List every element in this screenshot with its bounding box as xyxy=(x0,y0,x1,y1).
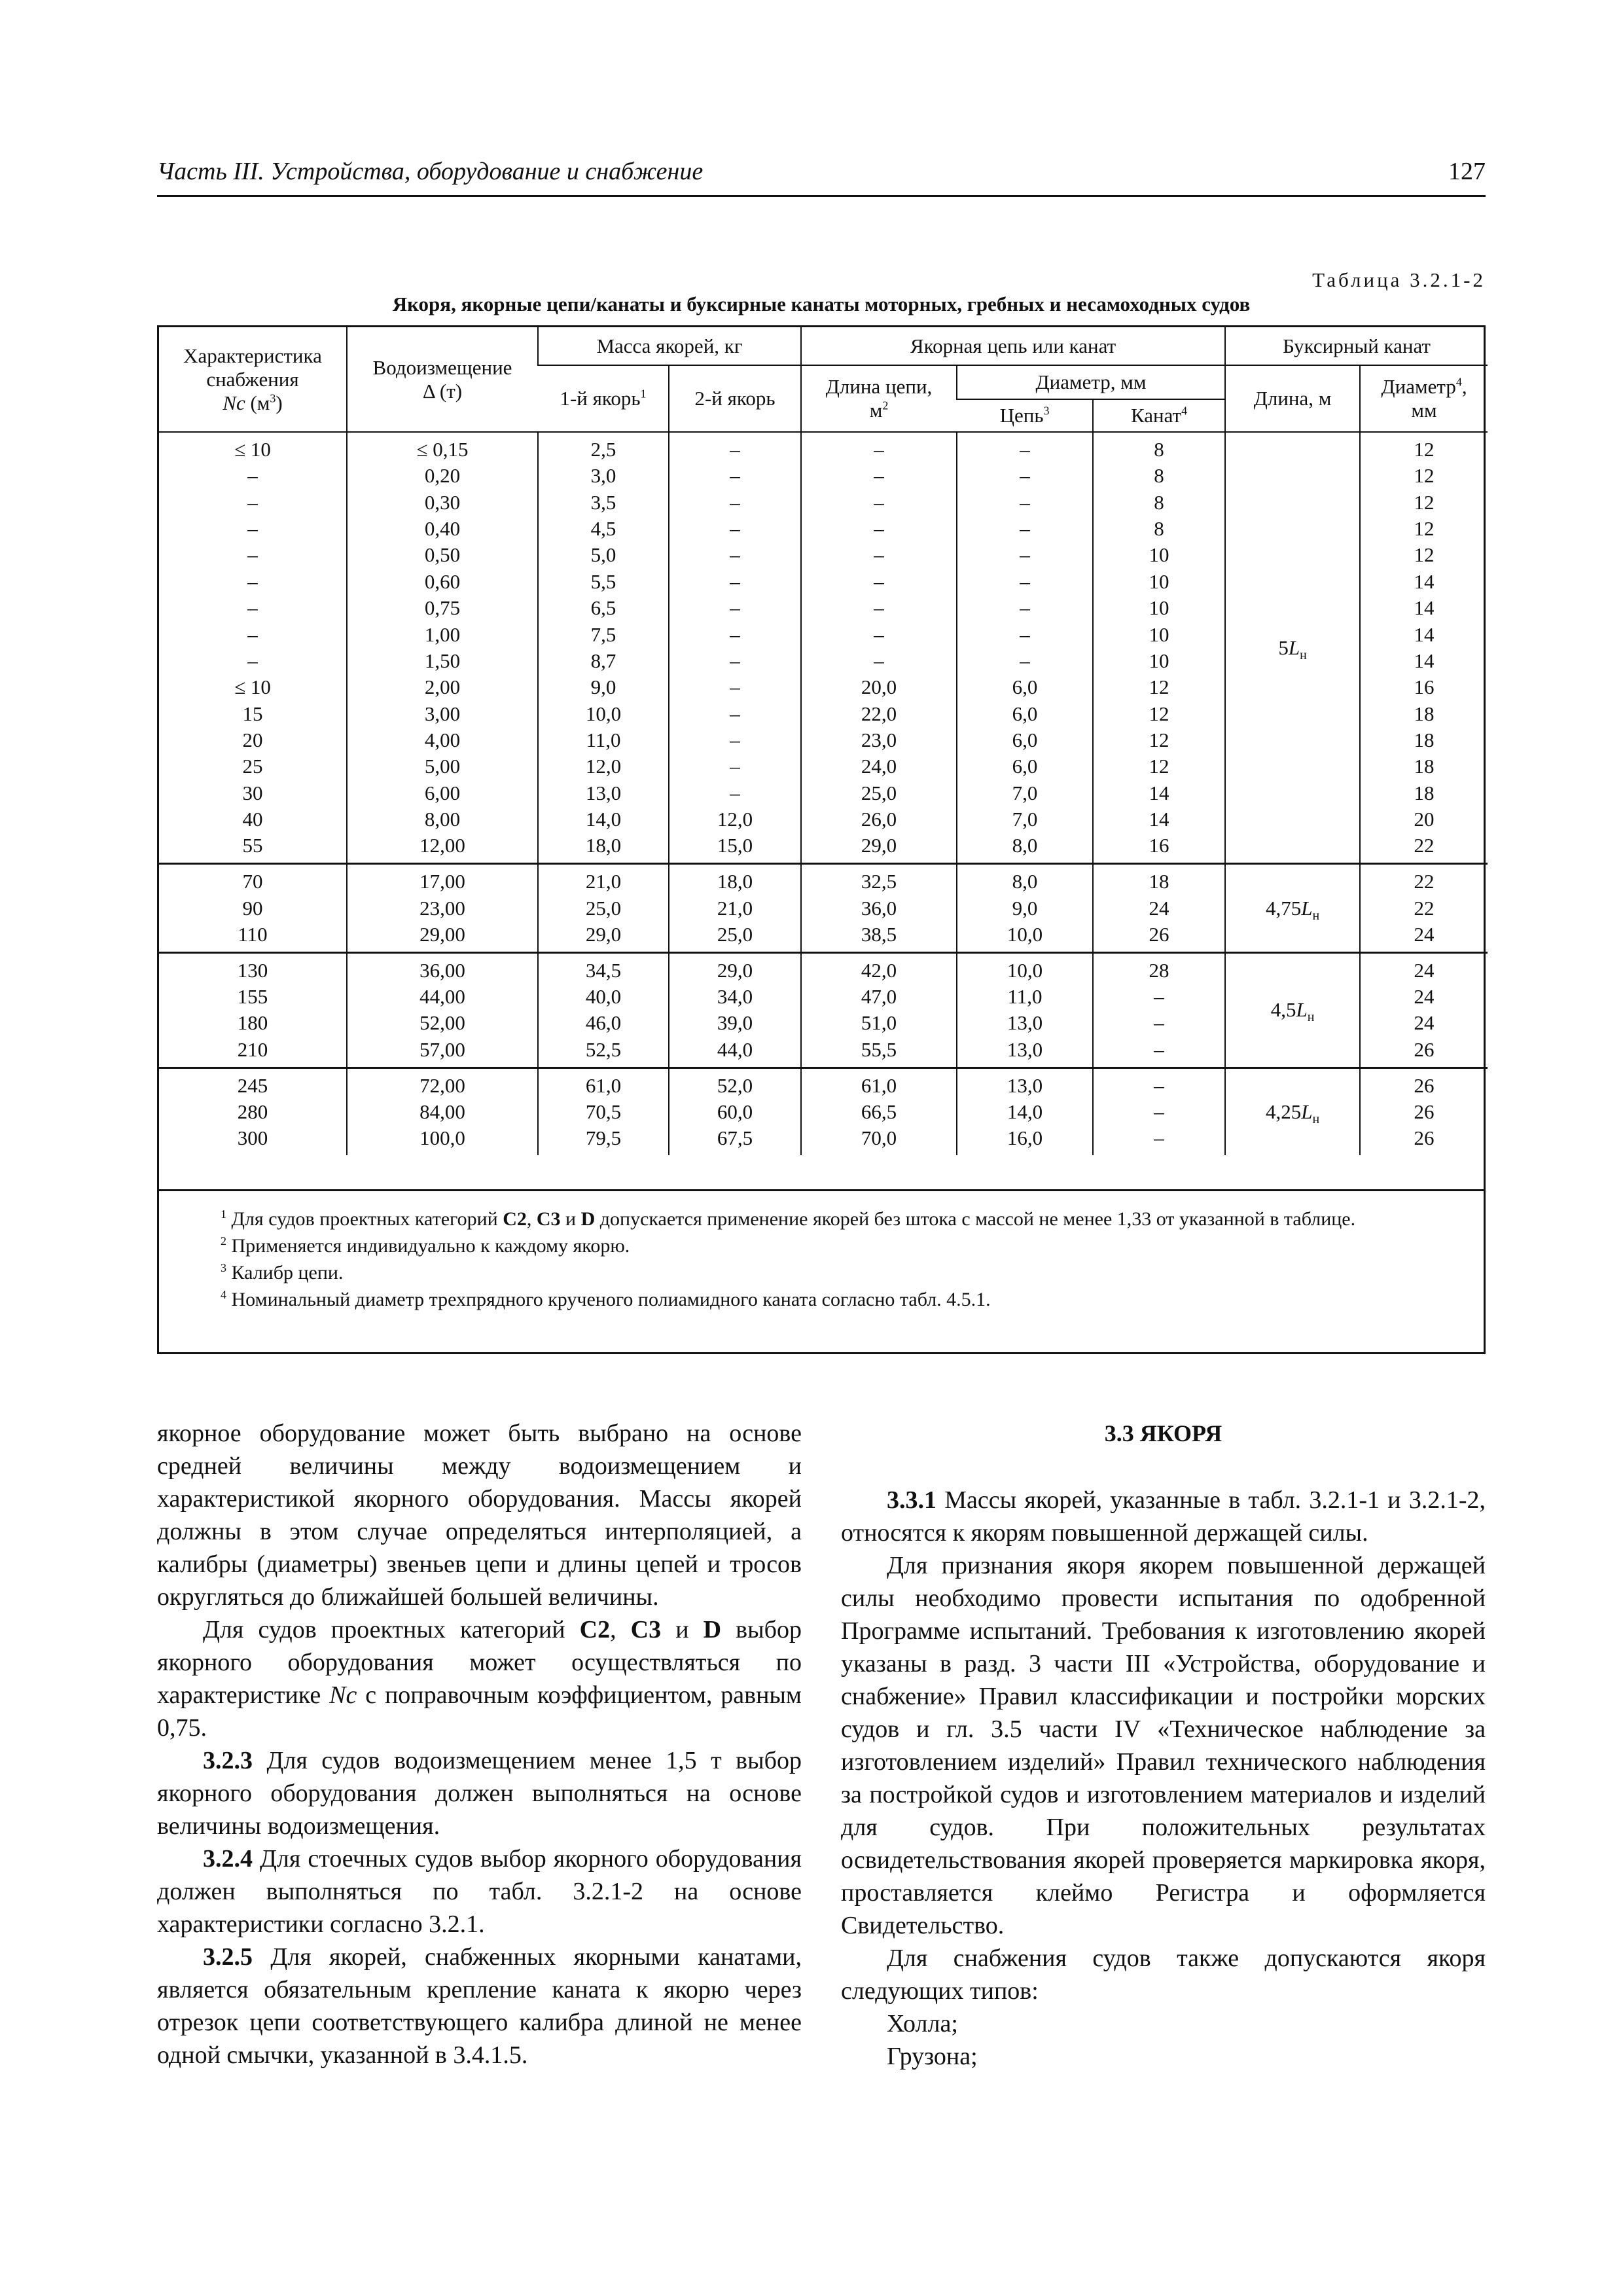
table-cell: 1,00 xyxy=(347,621,538,647)
table-cell: 25 xyxy=(242,755,263,778)
table-cell: 23,0 xyxy=(801,727,957,753)
table-cell: 67,5 xyxy=(669,1125,801,1155)
header-chain-diameter: Цепь$^3$ xyxy=(957,399,1093,432)
table-cell: – xyxy=(669,621,801,647)
table-cell: 13,0 xyxy=(957,1067,1093,1099)
table-cell: 5,0 xyxy=(538,542,669,568)
table-cell: 16 xyxy=(1093,833,1225,864)
paragraph-3-2-5: 3.2.5 Для якорей, снабженных якорными канатами, является обязательным крепление каната к якорю через отрезок цепи соответствующего калибра длиной не менее одной смычки, указанной в 3.4.1.5. xyxy=(157,1943,802,2069)
table-cell: 155 xyxy=(237,985,268,1009)
table-cell: – xyxy=(247,649,258,672)
table-cell: 22,0 xyxy=(801,701,957,727)
table-cell: 8 xyxy=(1093,432,1225,463)
table-cell: 51,0 xyxy=(801,1010,957,1036)
table-cell: – xyxy=(247,622,258,646)
table-cell: 13,0 xyxy=(957,1010,1093,1036)
table-cell: 11,0 xyxy=(538,727,669,753)
paragraph-recognition: Для признания якоря якорем повышенной держащей силы необходимо провести испытания по одобренной Программе испытаний. Требования к изготовлению якорей указаны в разд. 3 части III «Устройства, оборудование и снабжение» Правил классификации и постройки морских судов и гл. 3.5 части IV «Техническое наблюдение за изготовлением изделий» Правил технического наблюдения за постройкой судов и изготовлением материалов и изделий для судов. При положительных результатах освидетельствования якорей проверяется маркировка якоря, проставляется клеймо Регистра и оформляется Свидетельство. xyxy=(841,1552,1486,1939)
table-cell: 10 xyxy=(1093,621,1225,647)
table-cell: 6,00 xyxy=(347,780,538,806)
table-cell: 4,5 xyxy=(538,516,669,542)
table-cell: – xyxy=(1093,1010,1225,1036)
table-cell: 40,0 xyxy=(538,984,669,1010)
table-cell: – xyxy=(669,753,801,780)
table-cell: 12 xyxy=(1093,674,1225,700)
table-cell: 17,00 xyxy=(347,864,538,895)
table-cell: 14 xyxy=(1093,806,1225,833)
table-cell: – xyxy=(957,489,1093,515)
table-cell: – xyxy=(669,701,801,727)
table-cell: 18 xyxy=(1360,727,1488,753)
table-cell: 36,0 xyxy=(801,895,957,921)
table-cell: 32,5 xyxy=(801,864,957,895)
table-cell: 34,0 xyxy=(669,984,801,1010)
table-cell: 8 xyxy=(1093,463,1225,489)
anchor-table-box xyxy=(157,325,1486,1354)
table-cell: 90 xyxy=(242,896,263,920)
table-row xyxy=(159,1067,1488,1099)
table-cell: 29,0 xyxy=(669,952,801,984)
table-cell: 12 xyxy=(1093,727,1225,753)
table-cell: 24 xyxy=(1360,984,1488,1010)
table-cell: 12 xyxy=(1360,463,1488,489)
table-cell: – xyxy=(801,542,957,568)
header-anchor-chain: Якорная цепь или канат xyxy=(801,327,1225,365)
table-cell: 24 xyxy=(1093,895,1225,921)
table-cell: 44,0 xyxy=(669,1037,801,1068)
paragraph-design-categories: Для судов проектных категорий С2, С3 и D выбор якорного оборудования может осуществляться по характеристике Nc с поправочным коэффициентом, равным 0,75. xyxy=(157,1616,802,1742)
table-cell: 29,00 xyxy=(347,922,538,953)
table-cell: 12 xyxy=(1360,432,1488,463)
table-cell: 18 xyxy=(1360,753,1488,780)
paragraph-continued: якорное оборудование может быть выбрано на основе средней величины между водоизмещением и характеристикой якорного оборудования. Массы якорей должны в этом случае определяться интерполяцией, а калибры (диаметры) звеньев цепи и длины цепей и тросов округляться до ближайшей большей величины. xyxy=(157,1420,802,1611)
table-cell: 12,0 xyxy=(538,753,669,780)
anchor-table xyxy=(159,327,1488,1155)
table-cell: 12 xyxy=(1360,542,1488,568)
table-cell: – xyxy=(669,432,801,463)
table-cell: 24,0 xyxy=(801,753,957,780)
table-cell: 9,0 xyxy=(957,895,1093,921)
left-column xyxy=(157,1417,802,2072)
table-cell: – xyxy=(957,432,1093,463)
table-cell: 21,0 xyxy=(538,864,669,895)
table-number: Таблица 3.2.1-2 xyxy=(1312,268,1486,291)
table-cell: 14,0 xyxy=(957,1099,1093,1125)
table-cell: 8,00 xyxy=(347,806,538,833)
table-cell: 26 xyxy=(1360,1037,1488,1068)
table-cell: 25,0 xyxy=(538,895,669,921)
table-cell: 79,5 xyxy=(538,1125,669,1155)
table-cell: – xyxy=(801,432,957,463)
table-cell: 44,00 xyxy=(347,984,538,1010)
table-cell: 245 xyxy=(159,1067,347,1099)
table-cell: – xyxy=(669,727,801,753)
header-anchor-2: 2-й якорь xyxy=(669,365,801,432)
table-cell: 20 xyxy=(242,728,263,752)
table-cell: 4,00 xyxy=(347,727,538,753)
table-cell: 14,0 xyxy=(538,806,669,833)
table-cell: 10 xyxy=(1093,595,1225,621)
table-cell: 6,0 xyxy=(957,674,1093,700)
page-header xyxy=(157,157,1486,197)
table-cell: 8,0 xyxy=(957,833,1093,864)
table-cell: – xyxy=(247,543,258,567)
table-cell: 28 xyxy=(1093,952,1225,984)
header-anchor-1: 1-й якорь$^1$ xyxy=(538,365,669,432)
table-cell: 5,00 xyxy=(347,753,538,780)
table-cell: – xyxy=(247,464,258,488)
table-cell: 26 xyxy=(1360,1067,1488,1099)
table-cell: 60,0 xyxy=(669,1099,801,1125)
table-cell: 25,0 xyxy=(801,780,957,806)
table-cell: – xyxy=(247,490,258,514)
table-cell: ≤ 0,15 xyxy=(347,432,538,463)
table-cell: 26,0 xyxy=(801,806,957,833)
footnote-2: $^2$ Применяется индивидуально к каждому якорю. xyxy=(221,1234,630,1257)
header-tow-diameter: Диаметр$^4$, мм xyxy=(1360,365,1488,432)
table-row xyxy=(159,952,1488,984)
table-cell: 12 xyxy=(1093,753,1225,780)
table-cell: – xyxy=(247,569,258,593)
table-cell: – xyxy=(1093,1125,1225,1155)
table-cell: – xyxy=(801,569,957,595)
table-cell: – xyxy=(801,648,957,674)
header-displacement: Водоизмещение Δ (т) xyxy=(347,327,538,432)
table-cell: 0,75 xyxy=(347,595,538,621)
right-column xyxy=(841,1417,1486,2073)
table-cell: – xyxy=(957,542,1093,568)
paragraph-3-2-4: 3.2.4 Для стоечных судов выбор якорного оборудования должен выполняться по табл. 3.2.1-2 на основе характеристики согласно 3.2.1. xyxy=(157,1845,802,1938)
table-cell: 72,00 xyxy=(347,1067,538,1099)
table-cell: – xyxy=(801,516,957,542)
paragraph-3-2-3: 3.2.3 Для судов водоизмещением менее 1,5 т выбор якорного оборудования должен выполняться на основе величины водоизмещения. xyxy=(157,1747,802,1840)
table-cell: 0,30 xyxy=(347,489,538,515)
table-cell: 10 xyxy=(1093,648,1225,674)
table-cell: 70 xyxy=(159,864,347,895)
tow-length-cell: $4,25L_н$ xyxy=(1225,1067,1360,1155)
table-cell: – xyxy=(1093,1099,1225,1125)
table-cell: – xyxy=(957,463,1093,489)
table-cell: 10 xyxy=(1093,542,1225,568)
table-cell: 8,7 xyxy=(538,648,669,674)
table-cell: 0,60 xyxy=(347,569,538,595)
table-cell: – xyxy=(801,595,957,621)
tow-length-cell: $5L_н$ xyxy=(1225,432,1360,864)
table-cell: 18,0 xyxy=(669,864,801,895)
table-cell: 7,0 xyxy=(957,780,1093,806)
table-cell: 52,5 xyxy=(538,1037,669,1068)
table-cell: 23,00 xyxy=(347,895,538,921)
table-cell: 14 xyxy=(1360,621,1488,647)
table-cell: 8,0 xyxy=(957,864,1093,895)
table-cell: 280 xyxy=(237,1100,268,1123)
table-cell: – xyxy=(669,542,801,568)
table-cell: 0,50 xyxy=(347,542,538,568)
header-chain-length: Длина цепи, $м^2$ xyxy=(801,365,957,432)
table-cell: 7,5 xyxy=(538,621,669,647)
table-cell: 9,0 xyxy=(538,674,669,700)
running-title: Часть III. Устройства, оборудование и снабжение xyxy=(157,158,704,185)
table-cell: 57,00 xyxy=(347,1037,538,1068)
table-footnotes xyxy=(159,1189,1484,1313)
page-number: 127 xyxy=(1448,158,1486,185)
table-caption: Якоря, якорные цепи/канаты и буксирные канаты моторных, гребных и несамоходных судов xyxy=(392,293,1251,315)
table-cell: 18 xyxy=(1093,864,1225,895)
table-cell: 100,0 xyxy=(347,1125,538,1155)
table-cell: 6,0 xyxy=(957,753,1093,780)
table-cell: 66,5 xyxy=(801,1099,957,1125)
table-cell: 11,0 xyxy=(957,984,1093,1010)
table-cell: 29,0 xyxy=(538,922,669,953)
table-cell: 30 xyxy=(242,781,263,804)
table-cell: 70,5 xyxy=(538,1099,669,1125)
table-cell: – xyxy=(1093,984,1225,1010)
header-tow-length: Длина, м xyxy=(1225,365,1360,432)
table-cell: 300 xyxy=(237,1126,268,1150)
footnote-3: $^3$ Калибр цепи. xyxy=(221,1261,344,1283)
table-cell: – xyxy=(957,569,1093,595)
table-cell: 29,0 xyxy=(801,833,957,864)
table-cell: 84,00 xyxy=(347,1099,538,1125)
table-cell: 2,5 xyxy=(538,432,669,463)
footnote-1: $^1$ Для судов проектных категорий С2, С3 и D допускается применение якорей без штока с массой не менее 1,33 от указанной в таблице. xyxy=(221,1208,1356,1230)
table-cell: 13,0 xyxy=(538,780,669,806)
table-cell: 18,0 xyxy=(538,833,669,864)
table-cell: – xyxy=(957,516,1093,542)
table-row xyxy=(159,432,1488,463)
table-cell: 110 xyxy=(238,922,268,946)
table-cell: 42,0 xyxy=(801,952,957,984)
header-rope-diameter: Канат$^4$ xyxy=(1093,399,1225,432)
table-cell: – xyxy=(669,648,801,674)
table-cell: 12 xyxy=(1360,516,1488,542)
paragraph-anchor-types: Для снабжения судов также допускаются якоря следующих типов: xyxy=(841,1945,1486,2005)
table-cell: 18 xyxy=(1360,701,1488,727)
footnote-4: $^4$ Номинальный диаметр трехпрядного крученого полиамидного каната согласно табл. 4.5.1. xyxy=(221,1288,991,1310)
table-cell: 16,0 xyxy=(957,1125,1093,1155)
list-item-gruson: Грузона; xyxy=(887,2043,978,2070)
header-supply-characteristic: Характеристика снабжения Nc $(м^3)$ xyxy=(159,327,347,432)
table-cell: 6,5 xyxy=(538,595,669,621)
table-row xyxy=(159,864,1488,895)
table-cell: 52,0 xyxy=(669,1067,801,1099)
table-cell: 24 xyxy=(1360,952,1488,984)
table-cell: 15 xyxy=(242,702,263,725)
table-cell: – xyxy=(801,489,957,515)
table-cell: 39,0 xyxy=(669,1010,801,1036)
table-cell: 12 xyxy=(1360,489,1488,515)
table-cell: 1,50 xyxy=(347,648,538,674)
table-cell: 10,0 xyxy=(538,701,669,727)
table-cell: 14 xyxy=(1093,780,1225,806)
table-cell: – xyxy=(247,516,258,540)
table-cell: 47,0 xyxy=(801,984,957,1010)
table-cell: – xyxy=(669,569,801,595)
table-cell: 24 xyxy=(1360,922,1488,953)
table-cell: – xyxy=(801,621,957,647)
table-cell: 130 xyxy=(159,952,347,984)
tow-length-cell: $4,75L_н$ xyxy=(1225,864,1360,952)
table-cell: – xyxy=(801,463,957,489)
table-cell: 24 xyxy=(1360,1010,1488,1036)
table-cell: 20 xyxy=(1360,806,1488,833)
table-cell: 0,20 xyxy=(347,463,538,489)
table-cell: 0,40 xyxy=(347,516,538,542)
table-cell: – xyxy=(1093,1067,1225,1099)
table-cell: 52,00 xyxy=(347,1010,538,1036)
table-cell: ≤ 10 xyxy=(234,675,271,699)
table-cell: ≤ 10 xyxy=(234,438,271,461)
table-cell: 12,0 xyxy=(669,806,801,833)
table-cell: 70,0 xyxy=(801,1125,957,1155)
header-anchor-mass: Масса якорей, кг xyxy=(538,327,801,365)
header-towline: Буксирный канат xyxy=(1225,327,1488,365)
table-cell: 6,0 xyxy=(957,727,1093,753)
table-cell: 3,0 xyxy=(538,463,669,489)
table-cell: 22 xyxy=(1360,833,1488,864)
table-cell: 25,0 xyxy=(669,922,801,953)
table-cell: 22 xyxy=(1360,864,1488,895)
table-cell: 55,5 xyxy=(801,1037,957,1068)
table-cell: 15,0 xyxy=(669,833,801,864)
table-cell: 14 xyxy=(1360,595,1488,621)
header-diameter: Диаметр, мм xyxy=(957,365,1225,399)
table-cell: – xyxy=(669,463,801,489)
table-cell: – xyxy=(669,780,801,806)
table-body xyxy=(159,432,1488,1155)
table-cell: 210 xyxy=(237,1037,268,1061)
table-cell: 55 xyxy=(242,834,263,857)
paragraph-3-3-1: 3.3.1 Массы якорей, указанные в табл. 3.2.1-1 и 3.2.1-2, относятся к якорям повышенной держащей силы. xyxy=(841,1486,1486,1547)
list-item-hall: Холла; xyxy=(887,2010,958,2037)
table-cell: 3,00 xyxy=(347,701,538,727)
table-cell: – xyxy=(669,674,801,700)
table-cell: 14 xyxy=(1360,569,1488,595)
table-cell: – xyxy=(247,596,258,620)
table-cell: 7,0 xyxy=(957,806,1093,833)
table-cell: 21,0 xyxy=(669,895,801,921)
table-cell: 38,5 xyxy=(801,922,957,953)
table-cell: – xyxy=(669,516,801,542)
table-cell: 14 xyxy=(1360,648,1488,674)
table-cell: 12,00 xyxy=(347,833,538,864)
table-cell: – xyxy=(957,621,1093,647)
table-cell: 10,0 xyxy=(957,922,1093,953)
tow-length-cell: $4,5L_н$ xyxy=(1225,952,1360,1067)
table-cell: 6,0 xyxy=(957,701,1093,727)
table-cell: 61,0 xyxy=(801,1067,957,1099)
table-cell: 26 xyxy=(1360,1125,1488,1155)
table-cell: – xyxy=(1093,1037,1225,1068)
table-cell: 22 xyxy=(1360,895,1488,921)
table-cell: 13,0 xyxy=(957,1037,1093,1068)
table-cell: 12 xyxy=(1093,701,1225,727)
table-cell: 3,5 xyxy=(538,489,669,515)
table-cell: 34,5 xyxy=(538,952,669,984)
table-cell: 46,0 xyxy=(538,1010,669,1036)
table-cell: 8 xyxy=(1093,516,1225,542)
table-head xyxy=(159,327,1488,432)
table-cell: 20,0 xyxy=(801,674,957,700)
table-cell: – xyxy=(957,648,1093,674)
table-cell: 36,00 xyxy=(347,952,538,984)
table-cell: 40 xyxy=(242,808,263,831)
table-cell: 61,0 xyxy=(538,1067,669,1099)
table-cell: 180 xyxy=(237,1011,268,1035)
table-cell: 10 xyxy=(1093,569,1225,595)
section-heading: 3.3 ЯКОРЯ xyxy=(1104,1420,1222,1446)
table-cell: 26 xyxy=(1360,1099,1488,1125)
table-cell: 8 xyxy=(1093,489,1225,515)
table-cell: – xyxy=(669,489,801,515)
table-cell: 2,00 xyxy=(347,674,538,700)
table-cell: 26 xyxy=(1093,922,1225,953)
table-cell: – xyxy=(669,595,801,621)
table-cell: 18 xyxy=(1360,780,1488,806)
table-cell: – xyxy=(957,595,1093,621)
table-cell: 10,0 xyxy=(957,952,1093,984)
table-cell: 16 xyxy=(1360,674,1488,700)
table-cell: 5,5 xyxy=(538,569,669,595)
